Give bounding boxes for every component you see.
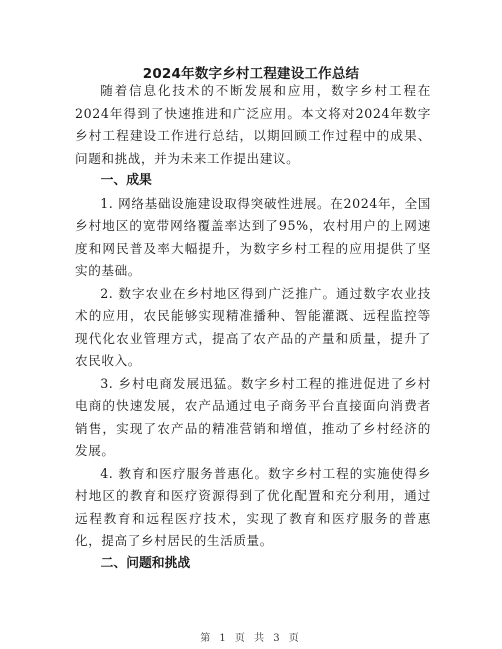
section-heading-problems: 二、问题和挑战 — [100, 555, 191, 571]
achievement-item-1: 1. 网络基础设施建设取得突破性进展。在2024年，全国乡村地区的宽带网络覆盖率达到了95%，农村用户的上网速度和网民普及率大幅提升，为数字乡村工程的应用提供了坚实的基础。 — [75, 195, 431, 278]
document-body — [75, 80, 431, 575]
intro-paragraph: 随着信息化技术的不断发展和应用，数字乡村工程在2024年得到了快速推进和广泛应用。本文将对2024年数字乡村工程建设工作进行总结，以期回顾工作过程中的成果、问题和挑战，并为未来工作提出建议。 — [75, 83, 431, 166]
achievement-item-2: 2. 数字农业在乡村地区得到广泛推广。通过数字农业技术的应用，农民能够实现精准播种、智能灌溉、远程监控等现代化农业管理方式，提高了农产品的产量和质量，提升了农民收入。 — [75, 285, 431, 368]
achievement-item-4: 4. 教育和医疗服务普惠化。数字乡村工程的实施使得乡村地区的教育和医疗资源得到了优化配置和充分利用，通过远程教育和远程医疗技术，实现了教育和医疗服务的普惠化，提高了乡村居民的生活质量。 — [75, 465, 431, 548]
achievement-item-3: 3. 乡村电商发展迅猛。数字乡村工程的推进促进了乡村电商的快速发展，农产品通过电子商务平台直接面向消费者销售，实现了农产品的精准营销和增值，推动了乡村经济的发展。 — [75, 375, 431, 458]
section-heading-achievements: 一、成果 — [100, 173, 152, 188]
document-title: 2024年数字乡村工程建设工作总结 — [142, 66, 360, 82]
page-number-footer: 第 1 页 共 3 页 — [200, 633, 302, 644]
